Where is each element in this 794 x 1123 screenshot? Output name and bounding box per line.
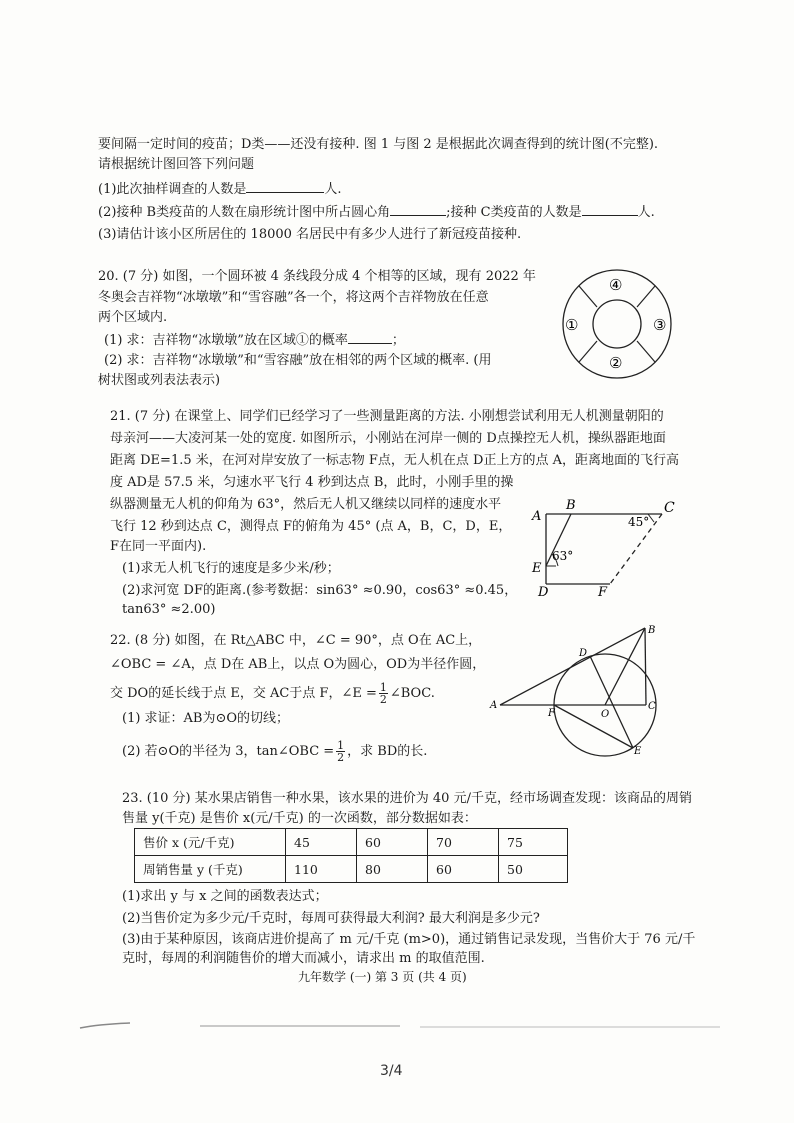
line-bc [645,628,646,705]
point-label-o: O [601,709,610,720]
line-fe [554,705,633,748]
q23-part-3-cont: 克时，每周的利润随售价的增大而减小，请求出 m 的取值范围. [122,951,485,966]
fraction-denominator: 2 [337,751,345,764]
q22-part-1: (1) 求证：AB为⊙O的切线； [122,711,290,726]
angle-label-45: 45° [628,515,650,529]
scan-edge-marks [70,1018,730,1034]
table-row [135,829,568,856]
region-label-1: ① [565,316,579,334]
page-footer: 九年数学 (一) 第 3 页 (共 4 页) [298,970,467,984]
point-label-a: A [532,509,542,524]
drone-figure [528,496,678,600]
answer-blank [390,203,446,216]
q20-line-3: 两个区域内. [98,310,168,325]
ring-divider [637,341,655,362]
q22-line-2: ∠OBC = ∠A，点 D在 AB上，以点 O为圆心，OD为半径作圆， [110,657,486,672]
q22-line-1: 22. (8 分) 如图，在 Rt△ABC 中，∠C = 90°，点 O在 AC上， [110,633,482,648]
q23-part-3: (3)由于某种原因，该商店进价提高了 m 元/千克 (m>0)，通过销售记录发现，当售价大于 76 元/千 [122,932,696,947]
q20-part-2-cont: 树状图或列表法表示) [98,373,221,388]
table-row [135,856,568,883]
point-label-c: C [664,500,675,516]
point-label-d: D [579,648,588,659]
q19-part-2-text-a: (2)接种 B类疫苗的人数在扇形统计图中所占圆心角 [98,205,391,220]
q19-intro-line-2: 请根据统计图回答下列问题 [98,157,255,172]
fraction-one-half [379,682,388,705]
q20-part-1-end: ； [391,333,405,348]
q21-line-7: F在同一平面内). [110,539,207,554]
point-label-b: B [566,498,576,513]
ring-divider [637,286,655,307]
q19-part-3: (3)请估计该小区所居住的 18000 名居民中有多少人进行了新冠疫苗接种. [98,227,522,242]
table-cell: 70 [428,829,499,856]
q23-line-2: 售量 y(千克) 是售价 x(元/千克) 的一次函数，部分数据如表： [122,811,477,826]
region-label-2: ② [609,354,623,372]
scan-mark [80,1023,130,1028]
q22-line-3-text-b: ∠BOC. [389,686,435,701]
answer-blank [348,331,392,344]
table-cell: 110 [286,856,357,883]
q19-part-2-end: 人. [637,205,655,220]
q19-part-1-text: (1)此次抽样调查的人数是 [98,182,247,197]
q21-line-4: 度 AD是 57.5 米，匀速水平飞行 4 秒到达点 B，此时，小刚手里的操 [110,475,514,490]
q21-line-6: 飞行 12 秒到达点 C，测得点 F的俯角为 45° (点 A，B，C，D，E， [110,519,512,534]
answer-blank [246,180,324,193]
table-cell: 75 [499,829,568,856]
q21-line-3: 距离 DE=1.5 米，在河对岸安放了一标志物 F点，无人机在点 D正上方的点 A，距离地面的飞行高 [110,453,679,468]
q21-part-2-cont: tan63° ≈2.00) [122,602,216,617]
line-de [590,656,633,748]
q19-part-1-end: 人. [324,182,342,197]
fraction-denominator: 2 [379,693,387,706]
q23-part-2: (2)当售价定为多少元/千克时，每周可获得最大利润? 最大利润是多少元? [122,911,540,926]
q22-line-3 [110,682,435,705]
ring-inner-circle [593,300,641,348]
q20-part-1-text: (1) 求：吉祥物“冰墩墩”放在区域①的概率 [104,333,348,348]
q22-part-2-text-b: ，求 BD的长. [347,744,428,759]
price-sales-table [134,828,568,883]
q22-part-2 [122,740,427,763]
point-label-c: C [648,701,656,712]
point-label-a: A [490,700,498,711]
q22-part-2-text-a: (2) 若⊙O的半径为 3，tan∠OBC = [122,744,335,759]
table-cell: 45 [286,829,357,856]
q19-part-1 [98,180,342,199]
q19-part-2 [98,203,655,222]
table-cell: 50 [499,856,568,883]
page-number: 3/4 [380,1063,403,1079]
table-row-header: 周销售量 y (千克) [135,856,286,883]
line-ab [500,628,645,705]
circle-tangent-figure [486,620,666,760]
q21-line-5: 纵器测量无人机的仰角为 63°，然后无人机又继续以同样的速度水平 [110,497,502,512]
q20-part-2: (2) 求：吉祥物“冰墩墩”和“雪容融”放在相邻的两个区域的概率. (用 [104,353,492,368]
point-label-e: E [634,746,642,757]
fraction-one-half [336,740,345,763]
ring-divider [579,341,597,362]
fraction-numerator: 1 [337,739,345,752]
region-label-3: ③ [653,316,667,334]
table-cell: 60 [357,829,428,856]
table-row-header: 售价 x (元/千克) [135,829,286,856]
q21-line-1: 21. (7 分) 在课堂上、同学们已经学习了一些测量距离的方法. 小刚想尝试利用无人机测量朝阳的 [110,409,664,424]
point-label-d: D [538,585,549,600]
ring-divider [579,286,597,307]
answer-blank [582,203,638,216]
fraction-numerator: 1 [379,681,387,694]
angle-label-63: 63° [552,549,574,563]
q23-line-1: 23. (10 分) 某水果店销售一种水果，该水果的进价为 40 元/千克，经市场调查发现：该商品的周销 [122,791,692,806]
point-label-b: B [648,625,656,636]
point-label-f: F [598,585,608,600]
q21-part-1: (1)求无人机飞行的速度是多少米/秒； [122,561,340,576]
q21-line-2: 母亲河——大凌河某一处的宽度. 如图所示，小刚站在河岸一侧的 D点操控无人机，操纵器距地面 [110,431,666,446]
table-cell: 60 [428,856,499,883]
ring-figure [553,268,683,382]
q20-line-1: 20. (7 分) 如图，一个圆环被 4 条线段分成 4 个相等的区域，现有 2022 年 [98,269,536,284]
q19-intro-line-1: 要间隔一定时间的疫苗；D类——还没有接种. 图 1 与图 2 是根据此次调查得到的统计图(不完整). [98,137,659,152]
q22-line-3-text-a: 交 DO的延长线于点 E，交 AC于点 F，∠E = [110,686,377,701]
table-cell: 80 [357,856,428,883]
point-label-f: F [548,708,555,719]
q21-part-2: (2)求河宽 DF的距离.(参考数据：sin63° ≈0.90，cos63° ≈0.45， [122,583,518,598]
point-label-e: E [532,561,542,576]
q23-part-1: (1)求出 y 与 x 之间的函数表达式； [122,889,328,904]
region-label-4: ④ [609,276,623,294]
q19-part-2-text-b: ;接种 C类疫苗的人数是 [446,205,582,220]
q20-line-2: 冬奥会吉祥物“冰墩墩”和“雪容融”各一个，将这两个吉祥物放在任意 [98,290,489,305]
q20-part-1 [104,331,405,350]
